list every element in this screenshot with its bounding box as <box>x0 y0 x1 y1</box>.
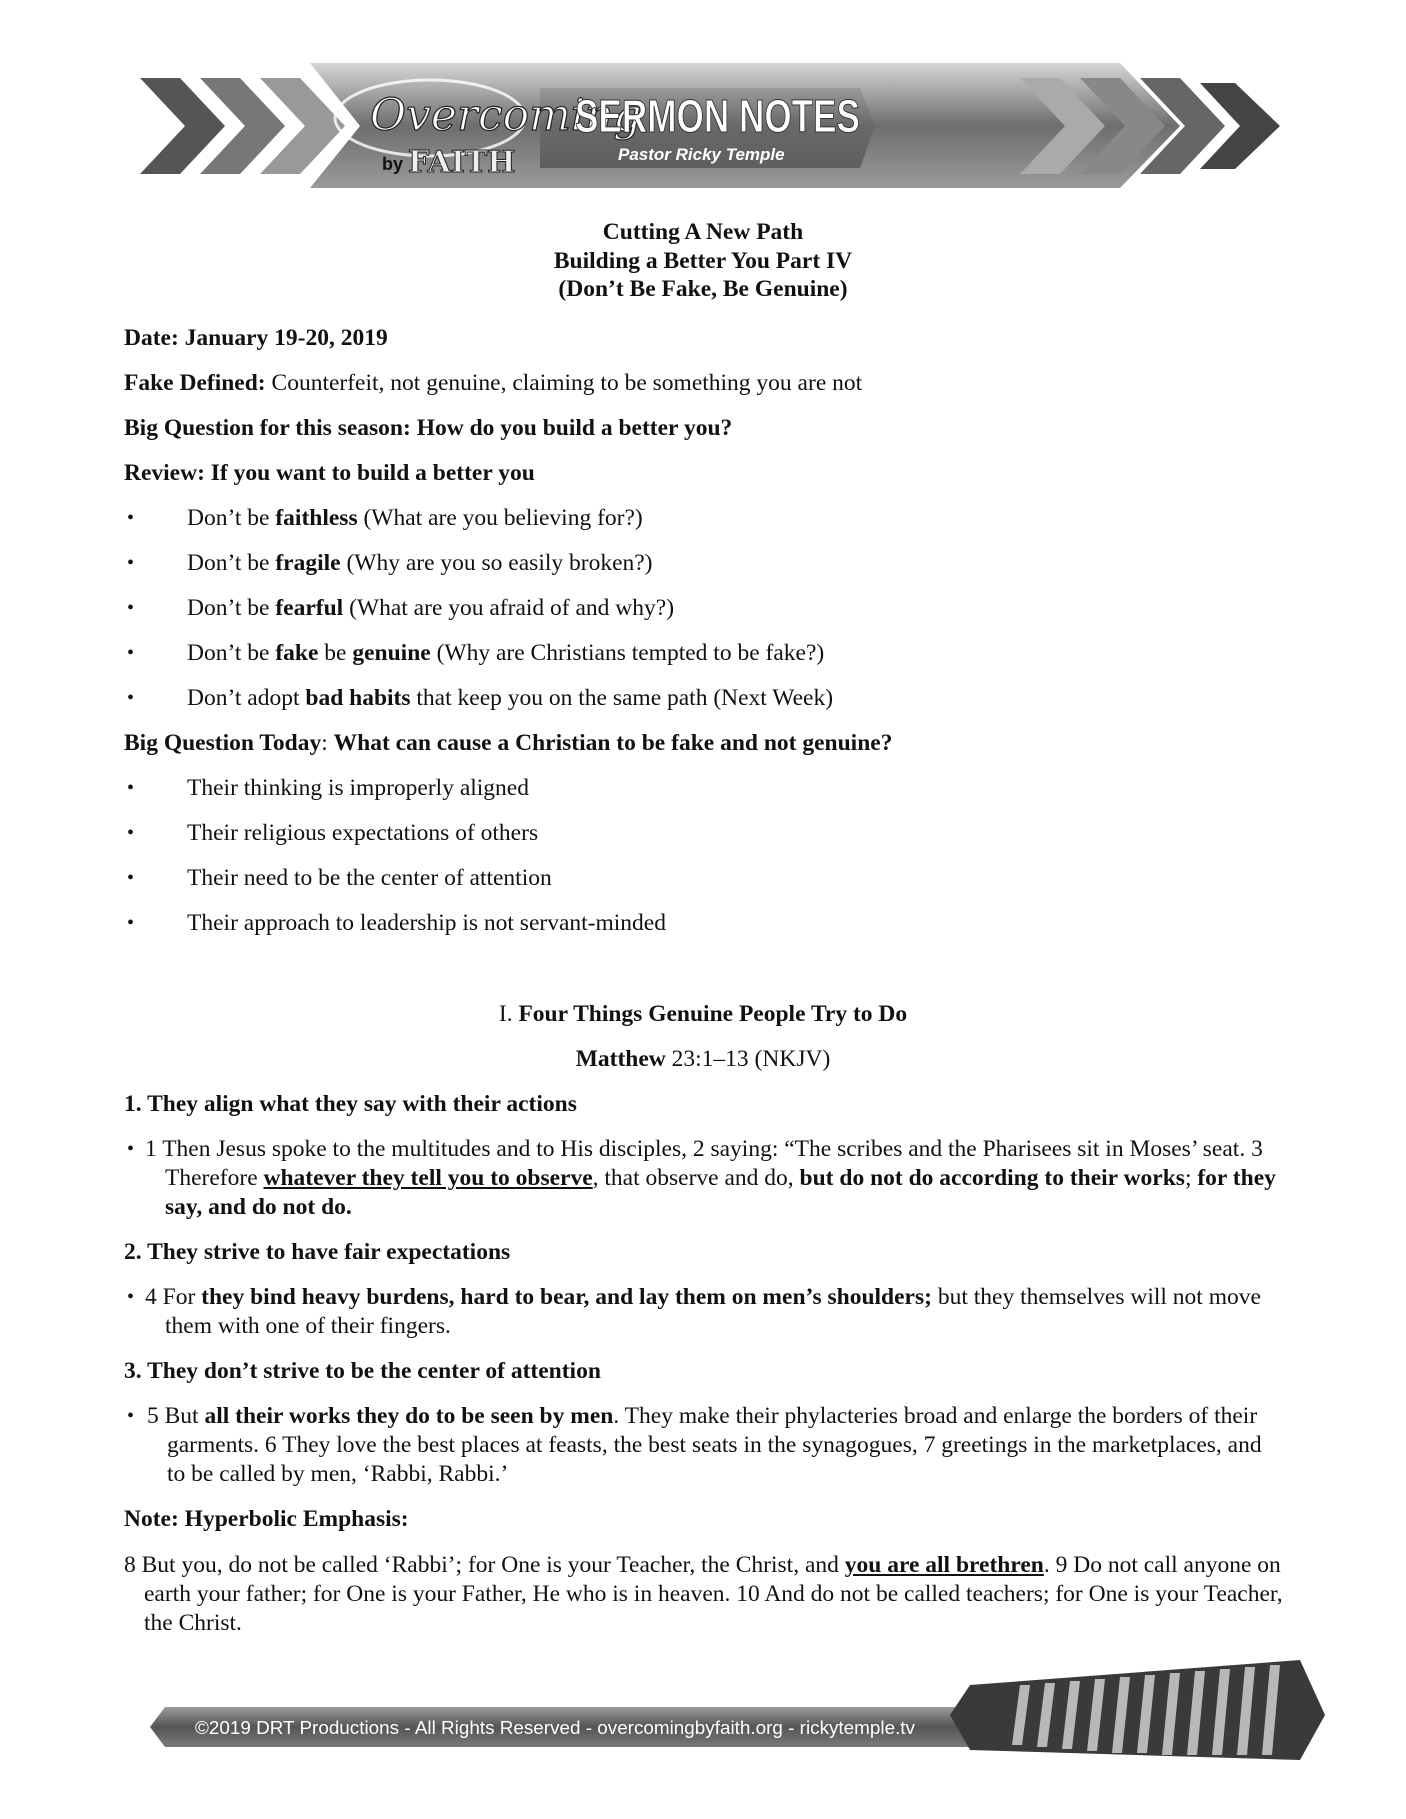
bullet-icon: • <box>127 687 135 709</box>
text-segment: whatever they tell you to observe <box>263 1165 593 1191</box>
text-segment: for they say, and do not do. <box>165 1165 1276 1220</box>
sermon-subtitle: Building a Better You Part IV <box>553 248 853 274</box>
bullet-icon: • <box>127 597 135 619</box>
review-heading: Review: If you want to build a better you <box>124 460 535 486</box>
list-item: Their religious expectations of others <box>187 820 539 846</box>
bullet-icon: • <box>127 507 135 529</box>
bullet-icon: • <box>127 642 135 664</box>
logo-by: by <box>382 154 404 174</box>
banner-left-chevrons <box>140 78 345 174</box>
bullet-icon: • <box>127 912 135 934</box>
big-question-today: Big Question Today: What can cause a Christian to be fake and not genuine? <box>124 730 893 756</box>
text-segment: but they themselves will not move them with one of their fingers. <box>165 1284 1261 1339</box>
fake-defined-label: Fake Defined: <box>124 370 266 396</box>
bullet-icon: • <box>127 777 135 799</box>
big-question-season: Big Question for this season: How do you build a better you? <box>124 415 733 441</box>
footer-copyright: ©2019 DRT Productions - All Rights Reserved - overcomingbyfaith.org - rickytemple.tv <box>195 1717 916 1738</box>
list-item: Don’t be fake be genuine (Why are Christians tempted to be fake?) <box>187 640 825 666</box>
text-segment: . They make their phylacteries broad and enlarge the borders of their garments. 6 They love the best places at feasts, the best seats in the synagogues, 7 greetings in the marketplaces, and to be called by men, ‘Rabbi, Rabbi.’ <box>167 1403 1262 1487</box>
bullet-icon: • <box>127 822 135 844</box>
fake-defined-text: Counterfeit, not genuine, claiming to be something you are not <box>265 370 863 396</box>
scripture-reference: Matthew 23:1–13 (NKJV) <box>575 1046 831 1072</box>
sermon-title: Cutting A New Path <box>602 219 804 245</box>
text-segment: all their works they do to be seen by men <box>204 1403 614 1429</box>
list-item: Their need to be the center of attention <box>187 865 552 891</box>
text-segment: , that observe and do, <box>592 1165 800 1191</box>
footer-banner <box>150 1655 1330 1760</box>
note-heading: Note: Hyperbolic Emphasis: <box>124 1506 409 1532</box>
logo-faith: FAITH <box>408 145 516 180</box>
sermon-date: Date: January 19-20, 2019 <box>124 325 388 351</box>
bullet-icon: • <box>127 1138 135 1160</box>
section-heading: I. Four Things Genuine People Try to Do <box>498 1001 908 1027</box>
text-segment: 8 But you, do not be called ‘Rabbi’; for One is your Teacher, the Christ, and <box>124 1552 845 1578</box>
scripture-paragraph <box>145 1283 1275 1341</box>
text-segment: 1 Then Jesus spoke to the multitudes and to His disciples, 2 saying: “The scribes and the Pharisees sit in Moses’ seat. 3 Therefore <box>145 1136 1263 1191</box>
bullet-icon: • <box>127 552 135 574</box>
point-heading: 1. They align what they say with their actions <box>124 1091 577 1117</box>
header-banner <box>140 58 1290 193</box>
bullet-icon: • <box>127 1405 135 1427</box>
bullet-icon: • <box>127 1286 135 1308</box>
text-segment: they bind heavy burdens, hard to bear, and lay them on men’s shoulders; <box>201 1284 932 1310</box>
scripture-paragraph <box>145 1135 1285 1222</box>
list-item: Don’t be fearful (What are you afraid of and why?) <box>187 595 675 621</box>
text-segment: ; <box>1184 1165 1198 1191</box>
list-item: Don’t adopt bad habits that keep you on the same path (Next Week) <box>187 685 834 711</box>
list-item: Don’t be fragile (Why are you so easily broken?) <box>187 550 653 576</box>
list-item: Their approach to leadership is not servant-minded <box>187 910 666 936</box>
list-item: Don’t be faithless (What are you believing for?) <box>187 505 643 531</box>
bullet-icon: • <box>127 867 135 889</box>
sermon-subtitle-paren: (Don’t Be Fake, Be Genuine) <box>558 276 848 302</box>
banner-pastor: Pastor Ricky Temple <box>618 145 785 164</box>
text-segment: . 9 Do not call anyone on earth your father; for One is your Father, He who is in heaven. 10 And do not be called teachers; for One is your Teacher, the Christ. <box>144 1552 1283 1636</box>
logo-main: Overcoming <box>370 90 642 141</box>
fake-defined <box>124 369 862 398</box>
text-segment: 5 But <box>147 1403 205 1429</box>
scripture-paragraph <box>147 1402 1277 1489</box>
list-item: Their thinking is improperly aligned <box>187 775 529 801</box>
point-heading: 3. They don’t strive to be the center of attention <box>124 1358 601 1384</box>
text-segment: you are all brethren <box>844 1552 1044 1578</box>
point-heading: 2. They strive to have fair expectations <box>124 1239 511 1265</box>
note-paragraph <box>124 1551 1294 1638</box>
banner-title: SERMON NOTES <box>575 90 860 142</box>
text-segment: 4 For <box>145 1284 202 1310</box>
text-segment: but do not do according to their works <box>799 1165 1185 1191</box>
